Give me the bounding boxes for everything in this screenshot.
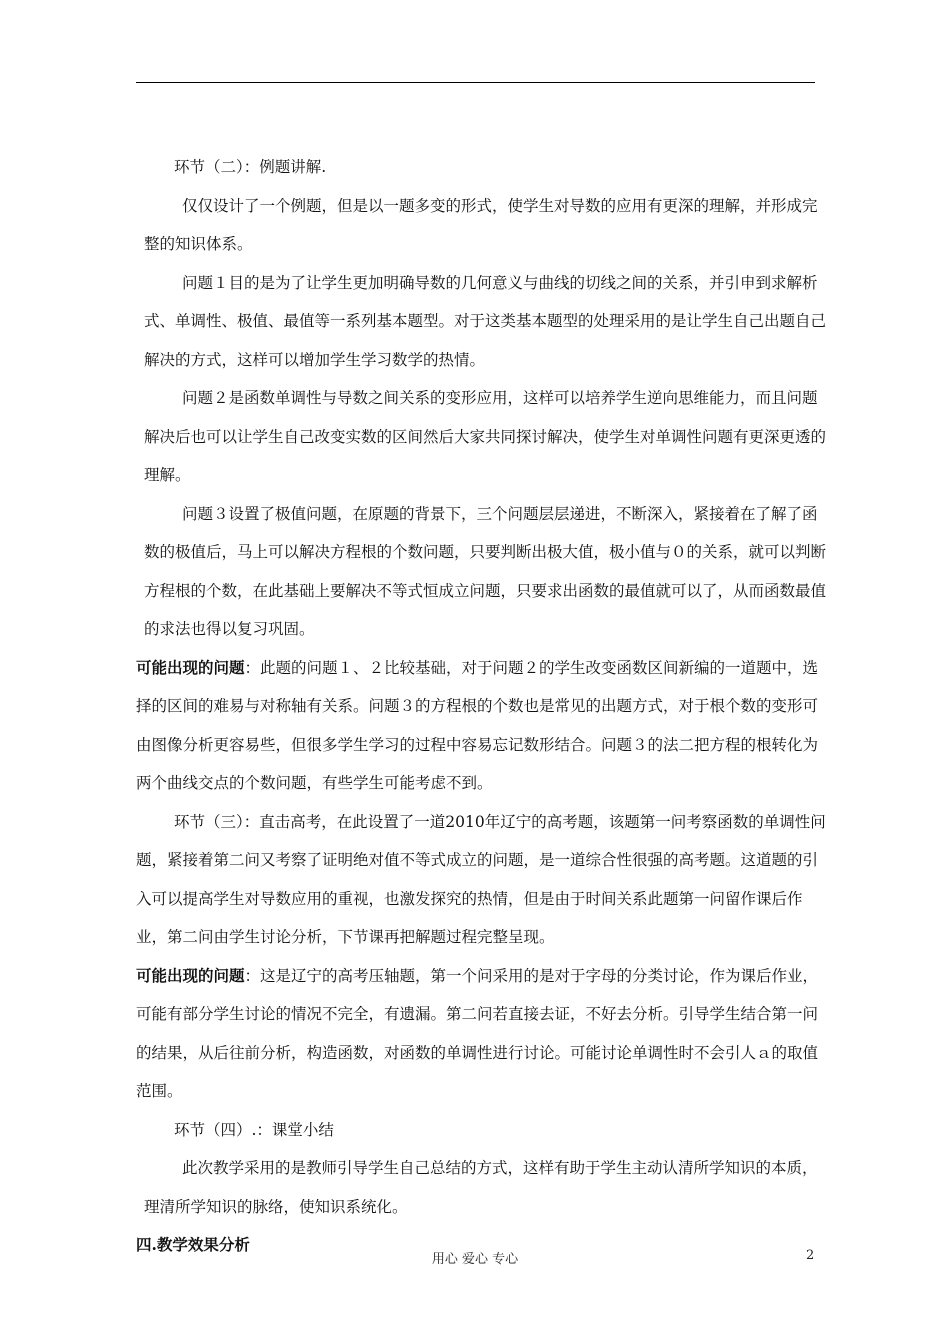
paragraph-problem-1: 问题１目的是为了让学生更加明确导数的几何意义与曲线的切线之间的关系，并引申到求解析式、单调性、极值、最值等一系列基本题型。对于这类基本题型的处理采用的是让学生自己出题自己解决的方式，这样可以增加学生学习数学的热情。 — [144, 273, 827, 369]
paragraph-problem-2: 问题２是函数单调性与导数之间关系的变形应用，这样可以培养学生逆向思维能力，而且问题解决后也可以让学生自己改变实数的区间然后大家共同探讨解决，使学生对单调性问题有更深更透的理解。 — [144, 389, 827, 484]
possible-issues-text: ：此题的问题１、２比较基础，对于问题２的学生改变函数区间新编的一道题中，选择的区间的难易与对称轴有关系。问题３的方程根的个数也是常见的出题方式，对于根个数的变形可由图像分析更容易些，但很多学生学习的过程中容易忘记数形结合。问题３的法二把方程的根转化为两个曲线交点的个数问题，有些学生可能考虑不到。 — [136, 658, 819, 792]
paragraph-summary: 此次教学采用的是教师引导学生自己总结的方式，这样有助于学生主动认清所学知识的本质，理清所学知识的脉络，使知识系统化。 — [144, 1159, 818, 1216]
paragraph-possible-issues-2 — [136, 957, 826, 1111]
section-heading-3: 环节（三）：直击高考，在此设置了一道2010年辽宁的高考题，该题第一问考察函数的单调性问题，紧接着第二问又考察了证明绝对值不等式成立的问题，是一道综合性很强的高考题。这道题的引入可以提高学生对导数应用的重视，也激发探究的热情，但是由于时间关系此题第一问留作课后作业，第二问由学生讨论分析，下节课再把解题过程完整呈现。 — [136, 812, 826, 946]
section-heading-analysis: 四.教学效果分析 — [136, 1235, 250, 1254]
section-heading-2: 环节（二）：例题讲解. — [174, 158, 327, 176]
page-number: 2 — [806, 1248, 815, 1263]
possible-issues-label: 可能出现的问题 — [136, 965, 245, 985]
section-heading-4: 环节（四）.：课堂小结 — [174, 1120, 334, 1139]
header-rule — [136, 82, 815, 83]
footer-motto: 用心 爱心 专心 — [431, 1252, 519, 1267]
paragraph-possible-issues-1 — [136, 649, 826, 803]
paragraph-intro: 仅仅设计了一个例题，但是以一题多变的形式，使学生对导数的应用有更深的理解，并形成完整的知识体系。 — [144, 196, 818, 253]
paragraph-problem-3: 问题３设置了极值问题，在原题的背景下，三个问题层层递进，不断深入，紧接着在了解了函数的极值后，马上可以解决方程根的个数问题，只要判断出极大值，极小值与０的关系，就可以判断方程根的个数，在此基础上要解决不等式恒成立问题，只要求出函数的最值就可以了，从而函数最值的求法也得以复习巩固。 — [144, 504, 827, 638]
page-body — [136, 148, 826, 1265]
possible-issues-text: ：这是辽宁的高考压轴题，第一个问采用的是对于字母的分类讨论，作为课后作业，可能有部分学生讨论的情况不完全，有遗漏。第二问若直接去证，不好去分析。引导学生结合第一问的结果，从后往前分析，构造函数，对函数的单调性进行讨论。可能讨论单调性时不会引人ａ的取值范围。 — [136, 966, 819, 1100]
possible-issues-label: 可能出现的问题 — [136, 657, 245, 677]
